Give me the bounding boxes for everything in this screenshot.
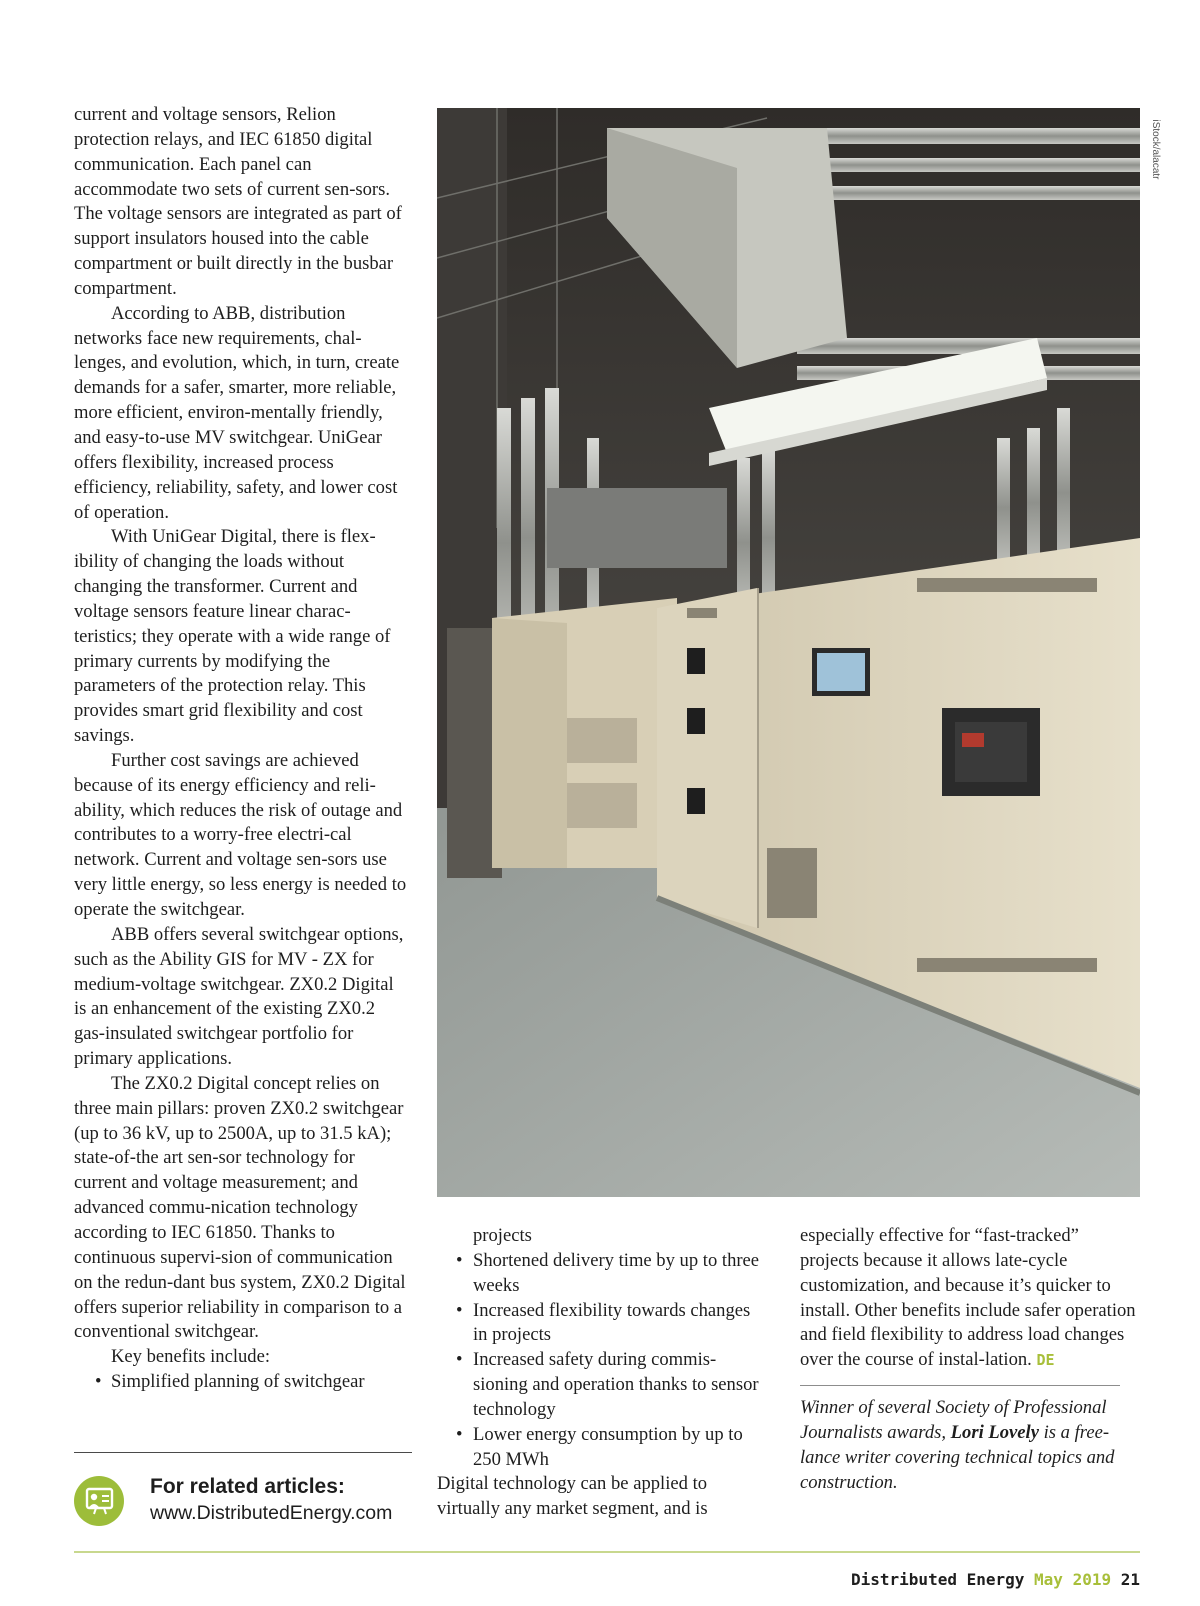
bio-divider — [800, 1385, 1120, 1386]
switchgear-room-photo — [437, 108, 1140, 1197]
author-name: Lori Lovely — [950, 1421, 1039, 1443]
photo-credit: iStock/alacatr — [1150, 119, 1161, 180]
related-divider — [74, 1452, 412, 1453]
paragraph: Digital technology can be applied to virtually any market segment, and is — [437, 1473, 708, 1520]
bio-text: is a free-lance writer covering technical topics and construction. — [800, 1421, 1115, 1493]
list-item: • Shortened delivery time by up to three weeks — [437, 1249, 763, 1299]
paragraph — [800, 1224, 1140, 1373]
presentation-icon — [74, 1476, 124, 1526]
bio-text: Winner of several Society of Professional Journalists awards, — [800, 1397, 1107, 1443]
end-mark: DE — [1036, 1351, 1055, 1370]
paragraph: The ZX0.2 Digital concept relies on three main pillars: proven ZX0.2 switchgear (up to 36 kV, up to 2500A, up to 31.5 kA); state-of-the art sen-sor technology for current and voltage measurement; and advanced commu-nication technology according to IEC 61850. Thanks to continuous supervi-sion of communication on the redun-dant bus system, ZX0.2 Digital offers superior reliability in comparison to a conventional switchgear. — [74, 1072, 406, 1343]
paragraph: ABB offers several switchgear options, such as the Ability GIS for MV - ZX for medium-voltage switchgear. ZX0.2 Digital is an enhancement of the existing ZX0.2 gas-insulated switchgear portfolio for primary applications. — [74, 923, 404, 1070]
paragraph: Key benefits include: — [111, 1346, 271, 1368]
list-item: • Simplified planning of switchgear — [74, 1370, 410, 1395]
paragraph-text: especially effective for “fast-tracked” projects because it allows late-cycle customization, and because it’s quicker to install. Other benefits include safer operation and field flexibility to address load changes over the course of instal-lation. — [800, 1225, 1136, 1371]
list-item: • Lower energy consumption by up to 250 MWh — [437, 1423, 763, 1473]
related-link[interactable]: www.DistributedEnergy.com — [150, 1502, 393, 1524]
paragraph: current and voltage sensors, Relion protection relays, and IEC 61850 digital communication. Each panel can accommodate two sets of current sen-sors. The voltage sensors are integrated as part of support insulators housed into the cable compartment or built directly in the busbar compartment. — [74, 104, 402, 299]
paragraph: Further cost savings are achieved because of its energy efficiency and reli-ability, which reduces the risk of outage and contributes to a worry-free electri-cal network. Current and voltage sen-sors use very little energy, so less energy is needed to operate the switchgear. — [74, 749, 407, 920]
footer-divider — [74, 1551, 1140, 1553]
issue-date: May 2019 — [1034, 1570, 1112, 1589]
page-footer — [851, 1570, 1140, 1589]
related-articles — [150, 1474, 420, 1526]
article-column-2 — [437, 1224, 763, 1522]
article-column-3 — [800, 1224, 1140, 1495]
author-bio — [800, 1396, 1140, 1495]
page-number: 21 — [1120, 1570, 1140, 1589]
magazine-name: Distributed Energy — [851, 1570, 1025, 1589]
related-title: For related articles: — [150, 1475, 345, 1498]
list-item: • Increased safety during commis-sioning and operation thanks to sensor technology — [437, 1348, 763, 1423]
article-column-1 — [74, 103, 410, 1395]
paragraph: According to ABB, distribution networks face new requirements, chal-lenges, and evolution, which, in turn, create demands for a safer, smarter, more reliable, more efficient, environ-mentally friendly, and easy-to-use MV switchgear. UniGear offers flexibility, increased process efficiency, reliability, safety, and lower cost of operation. — [74, 302, 400, 523]
paragraph: With UniGear Digital, there is flex-ibility of changing the loads without changing the transformer. Current and voltage sensors feature linear charac-teristics; they operate with a wide range of primary currents by modifying the parameters of the protection relay. This provides smart grid flexibility and cost savings. — [74, 526, 391, 747]
benefits-list — [74, 1370, 410, 1395]
list-continuation: projects — [473, 1225, 532, 1246]
list-item: • Increased flexibility towards changes in projects — [437, 1299, 763, 1349]
benefits-list — [437, 1249, 763, 1473]
